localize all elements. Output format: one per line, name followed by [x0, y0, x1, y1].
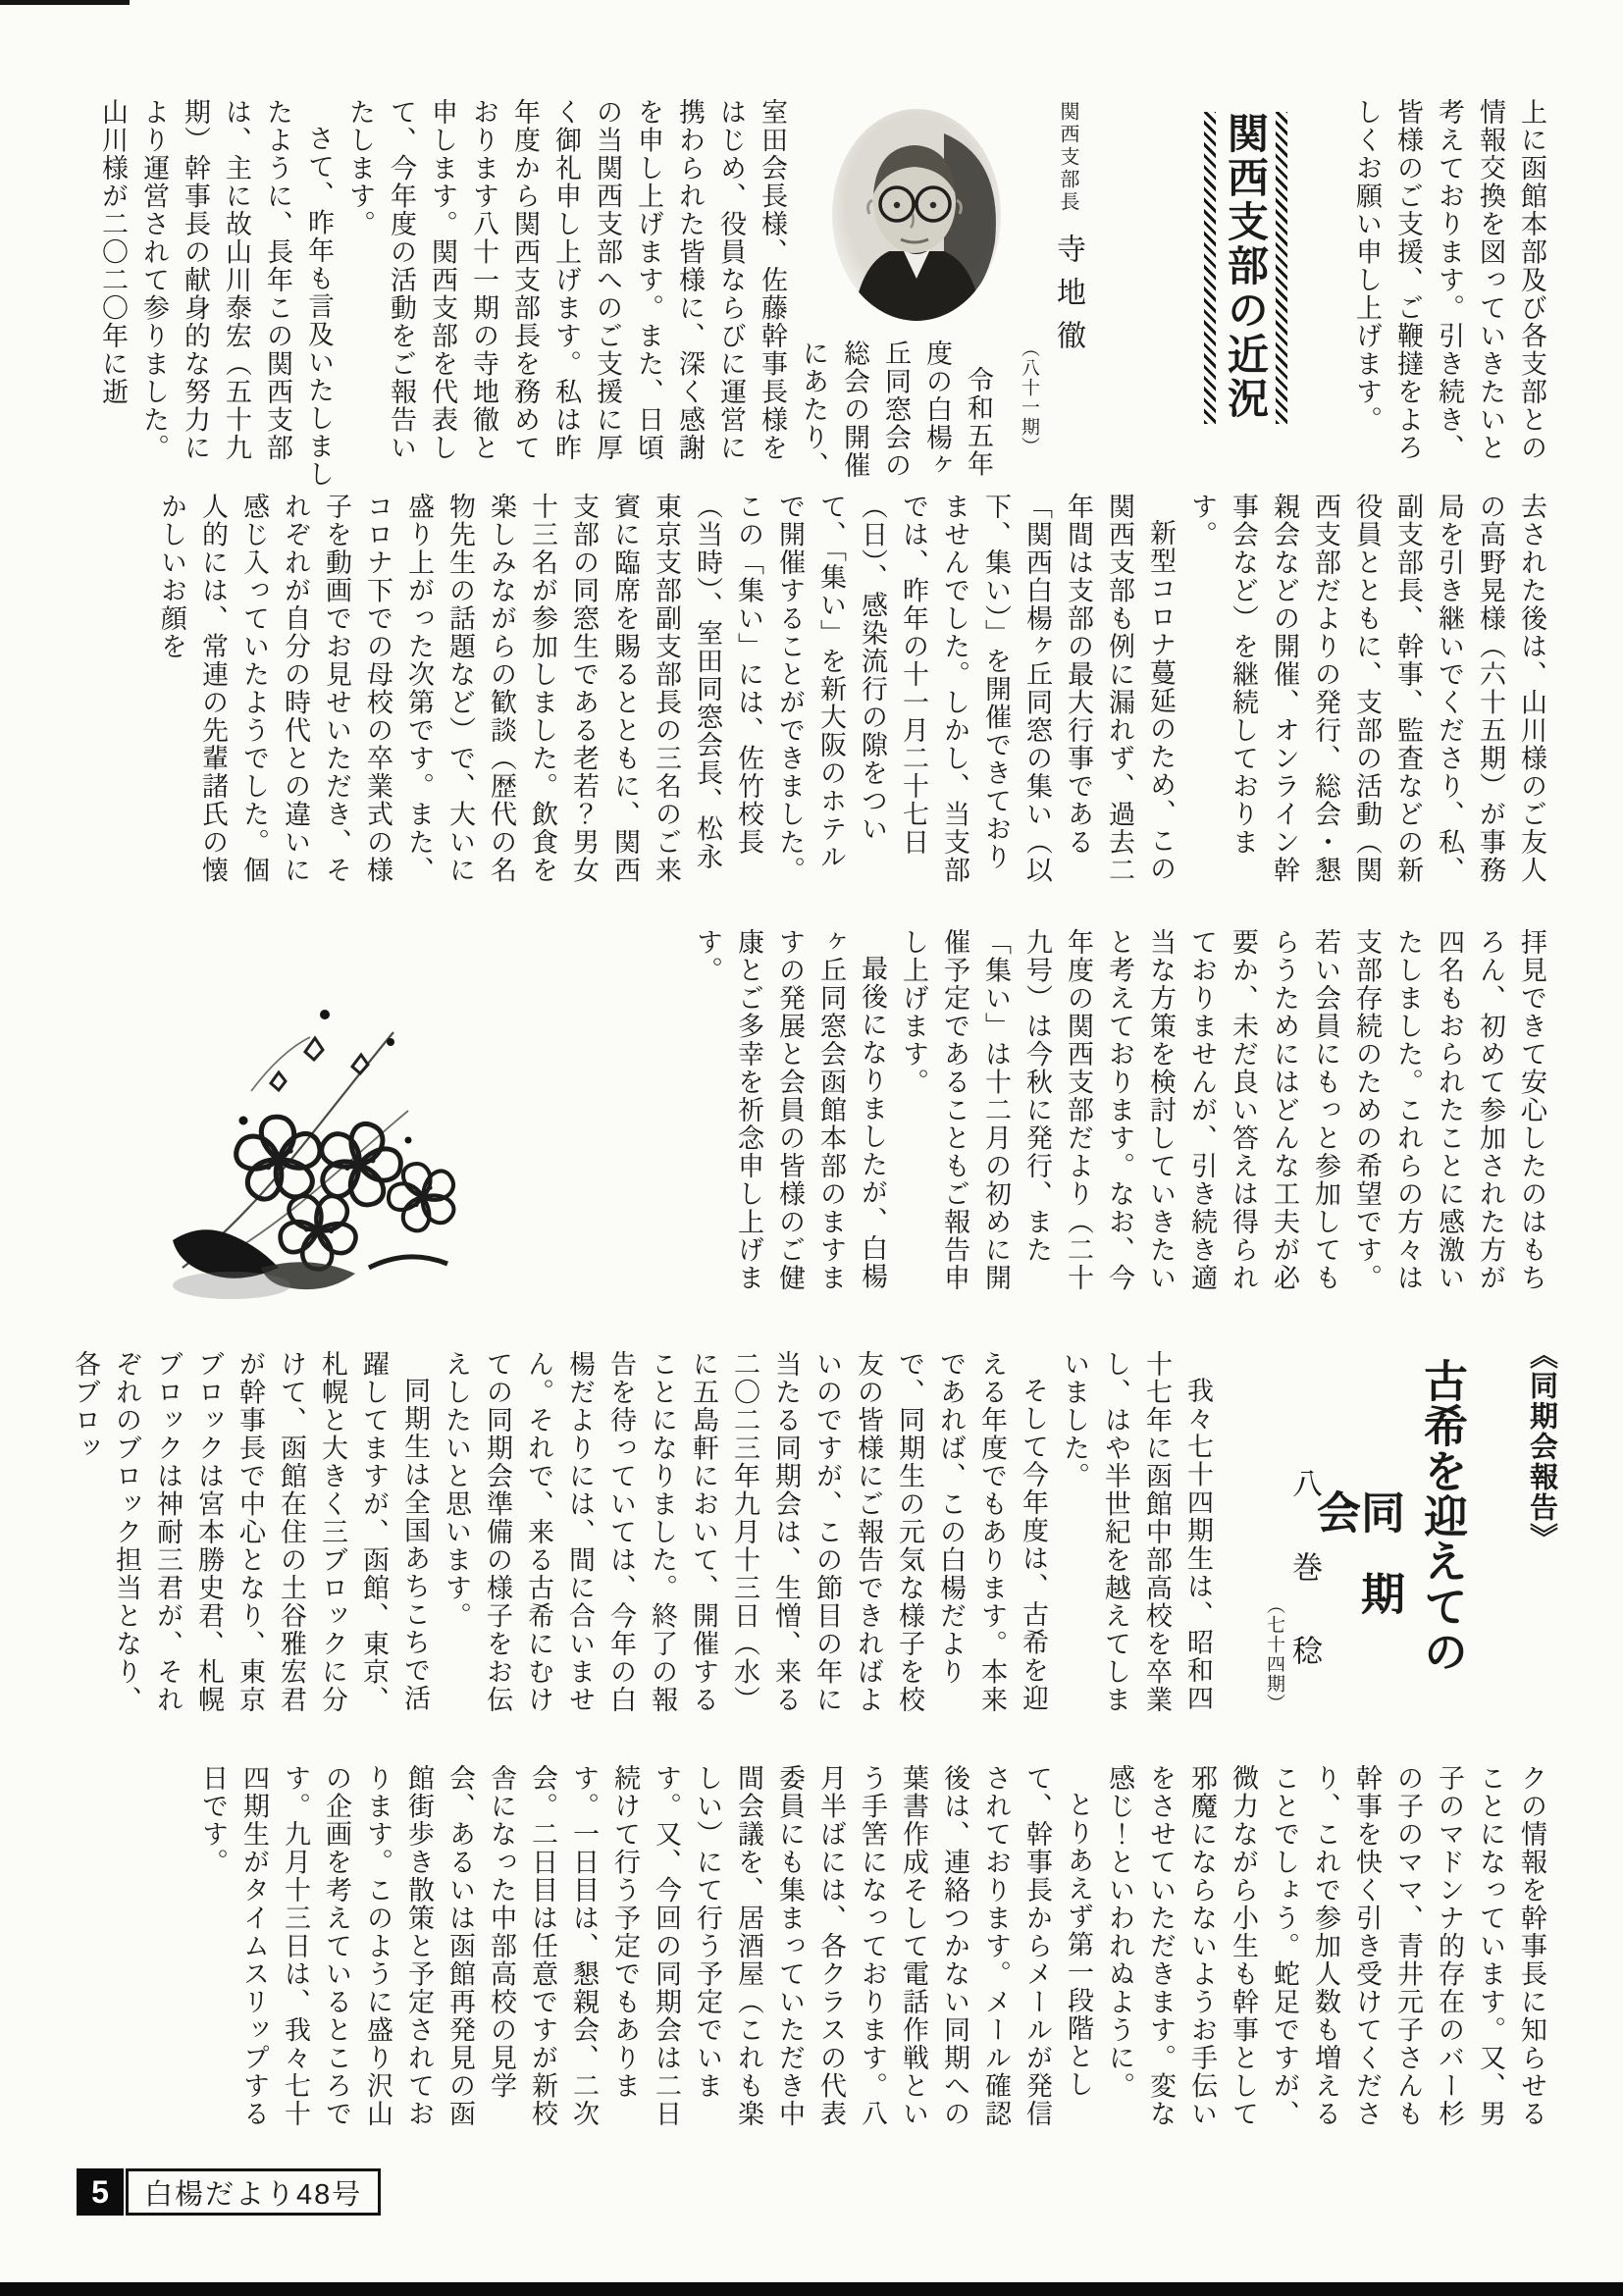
article2-body-band2: クの情報を幹事長に知らせることになっています。又、男子のマドンナ的存在のバー杉の子のママ、青井元子さんも幹事を快く引き受けてくださり、これで参加人数も増えることでしょう。蛇足ですが、微力ながら小生も幹事として邪魔にならないようお手伝いをさせていただきます。変な感じ！といわれぬように。 とりあえず第一段階として、幹事長からメールが発信されております。メール確認後は、連絡つかない同期への葉書作成そして電話作戦という手筈になっております。八月半ばには、各クラスの代表委員にも集まっていただき中間会議を、居酒屋（これも楽しい）にて行う予定でいます。又、今回の同期会は二日続けて行う予定でもあります。一日目は、懇親会、二次会。二日目は任意ですが新校舎になった中部高校の見学会、あるいは函館再発見の函館街歩き散策と予定されております。このように盛り沢山の企画を考えているところです。九月十三日は、我々七十四期生がタイムスリップする日です。 [198, 1764, 1546, 2128]
article1-body-band1: 室田会長様、佐藤幹事長様をはじめ、役員ならびに運営に携わられた皆様に、深く感謝を申し上げます。また、日頃の当関西支部へのご支援に厚く御礼申し上げます。私は昨年度から関西支部長を務めております八十一期の寺地徹と申します。関西支部を代表して、今年度の活動をご報告いたします。 さて、昨年も言及いたしましたように、長年この関西支部は、主に故山川泰宏（五十九期）幹事長の献身的な努力により運営されて参りました。山川様が二〇二〇年に逝 [98, 98, 787, 489]
article1-lead-paragraph: 令和五年度の白楊ヶ丘同窓会の総会の開催にあたり、 [799, 339, 993, 480]
zigzag-border-icon [1204, 112, 1216, 424]
zigzag-border-icon [1276, 112, 1287, 424]
article2-section-label: 《同期会報告》 [1526, 1340, 1557, 1553]
article2-title-line1: 古希を迎えての [1417, 1358, 1467, 1674]
previous-article-continuation: 上に函館本部及び各支部との情報交換を図っていきたいと考えております。引き続き、皆様のご支援、ご鞭撻をよろしくお願い申し上げます。 [1352, 98, 1546, 462]
article1-body-band2: 去された後は、山川様のご友人の高野晃様（六十五期）が事務局を引き継いでくださり、私、副支部長、幹事、監査などの新役員とともに、支部の活動（関西支部だよりの発行、総会・懇親会などの開催、オンライン幹事会など）を継続しております。 新型コロナ蔓延のため、この関西支部も例に漏れず、過去二年間は支部の最大行事である「関西白楊ヶ丘同窓の集い（以下、集い）」を開催できておりませんでした。しかし、当支部では、昨年の十一月二十七日（日）、感染流行の隙をついて、「集い」を新大阪のホテルで開催することができました。この「集い」には、佐竹校長（当時）、室田同窓会長、松永東京支部副支部長の三名のご来賓に臨席を賜るとともに、関西支部の同窓生である老若？男女十三名が参加しました。飲食を楽しみながらの歓談（歴代の名物先生の話題など）で、大いに盛り上がった次第です。また、コロナ下での母校の卒業式の様子を動画でお見せいただき、それぞれが自分の時代との違いに感じ入っていたようでした。個人的には、常連の先輩諸氏の懐かしいお顔を [157, 493, 1546, 884]
article1-title: 関西支部の近況 [1223, 112, 1269, 421]
article2-body-band1: 我々七十四期生は、昭和四十七年に函館中部高校を卒業し、はや半世紀を越えてしまいました。 そして今年度は、古希を迎える年度でもあります。本来であれば、この白楊だよりで、同期生の元気な様子を校友の皆様にご報告できればよいのですが、この節目の年に当たる同期会は、生憎、来る二〇二三年九月十三日（水）に五島軒において、開催することになりました。終了の報告を待っていては、今年の白楊だよりには、間に合いません。それで、来る古希にむけての同期会準備の様子をお伝えしたいと思います。 同期生は全国あちこちで活躍してますが、函館、東京、札幌と大きく三ブロックに分けて、函館在住の土谷雅宏君が幹事長で中心となり、東京ブロックは宮本勝史君、札幌ブロックは神耐三君が、それぞれのブロック担当となり、各ブロッ [71, 1350, 1213, 1714]
footer-page-number: 5 [77, 2168, 124, 2216]
ink-flower-illustration [114, 973, 551, 1312]
page-footer [77, 2168, 381, 2216]
article2-title-line2: 同期会 [1310, 1489, 1404, 1652]
article1-author-class: （八十一期） [1019, 339, 1039, 456]
article2-author-name: 八巻稔 [1287, 1468, 1322, 1718]
article1-author-role: 関西支部長 [1057, 101, 1078, 214]
portrait-photo-graphic [828, 104, 1005, 330]
article1-body-band3: 拝見できて安心したのはもちろん、初めて参加された方が四名もおられたことに感激いたしました。これらの方々は支部存続のための希望です。若い会員にもっと参加してもらうためにはどんな工夫が必要か、未だ良い答えは得られておりませんが、引き続き適当な方策を検討していきたいと考えております。なお、今年度の関西支部だより（二十九号）は今秋に発行、また「集い」は十二月の初めに開催予定であることもご報告申し上げます。 最後になりましたが、白楊ヶ丘同窓会函館本部のますますの発展と会員の皆様のご健康とご多幸を祈念申し上げます。 [693, 928, 1546, 1292]
ink-flowers-graphic [114, 973, 551, 1312]
article1-author [1044, 101, 1089, 486]
footer-issue-label: 白楊だより48号 [126, 2168, 381, 2216]
article2-author-class: （七十四期） [1264, 1595, 1284, 1713]
article1-author-name: 寺地徹 [1052, 234, 1084, 363]
article1-title-block [1204, 112, 1287, 424]
scan-artifact-line [0, 0, 130, 5]
author-photo [828, 104, 1005, 330]
bottom-rule [0, 2282, 1623, 2296]
